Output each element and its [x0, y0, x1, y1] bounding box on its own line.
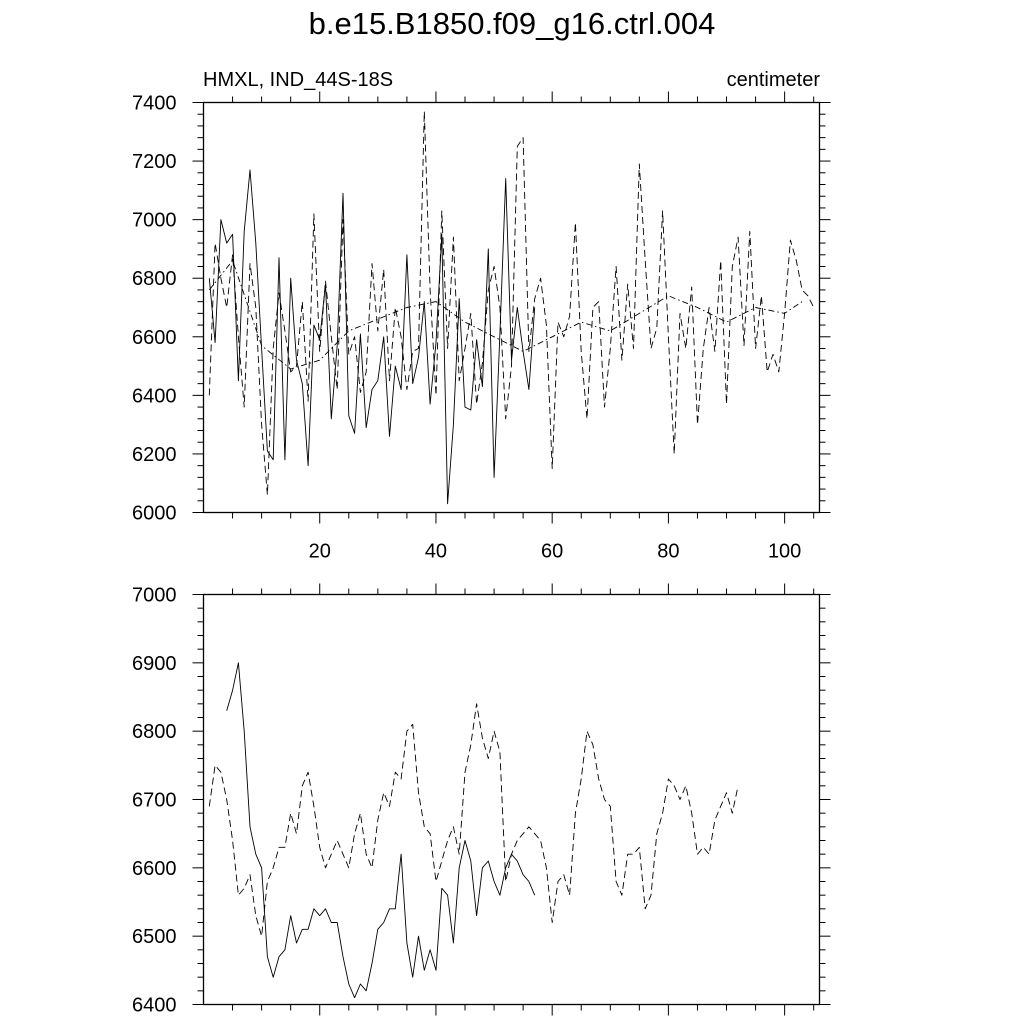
bottom-y-tick-label: 7000 [132, 584, 177, 607]
bottom-y-tick-label: 6900 [132, 652, 177, 675]
top-series-solid-line [209, 170, 534, 504]
bottom-y-tick-label: 6800 [132, 721, 177, 744]
bottom-plot-frame [204, 595, 820, 1005]
top-y-tick-label: 7200 [132, 151, 177, 174]
top-y-tick-label: 6800 [132, 268, 177, 291]
top-series-dashed-line [209, 111, 813, 495]
chart-title: b.e15.B1850.f09_g16.ctrl.004 [308, 6, 716, 41]
top-y-tick-label: 6200 [132, 443, 177, 466]
bottom-series-solid-line [227, 663, 535, 998]
top-x-tick-label: 40 [424, 540, 448, 563]
top-x-tick-label: 20 [308, 540, 331, 563]
top-y-tick-label: 7000 [132, 209, 177, 232]
bottom-y-tick-label: 6700 [132, 789, 177, 812]
top-y-tick-label: 6400 [132, 385, 177, 408]
top-series-dash-dot-line [209, 261, 802, 369]
top-x-tick-label: 100 [767, 540, 802, 563]
top-x-tick-label: 80 [657, 540, 680, 563]
top-y-tick-label: 6600 [132, 326, 177, 349]
bottom-y-tick-label: 6500 [132, 926, 177, 949]
top-y-tick-label: 7400 [132, 92, 177, 115]
top-y-tick-label: 6000 [132, 502, 177, 525]
bottom-series-dashed-line [209, 704, 738, 936]
subtitle-left: HMXL, IND_44S-18S [203, 69, 394, 91]
bottom-y-tick-label: 6600 [132, 857, 177, 880]
top-x-tick-label: 60 [541, 540, 564, 563]
bottom-panel [132, 584, 831, 1017]
bottom-y-tick-label: 6400 [132, 994, 177, 1017]
subtitle-right: centimeter [726, 69, 820, 91]
top-panel [132, 69, 831, 563]
top-plot-frame [204, 103, 820, 513]
